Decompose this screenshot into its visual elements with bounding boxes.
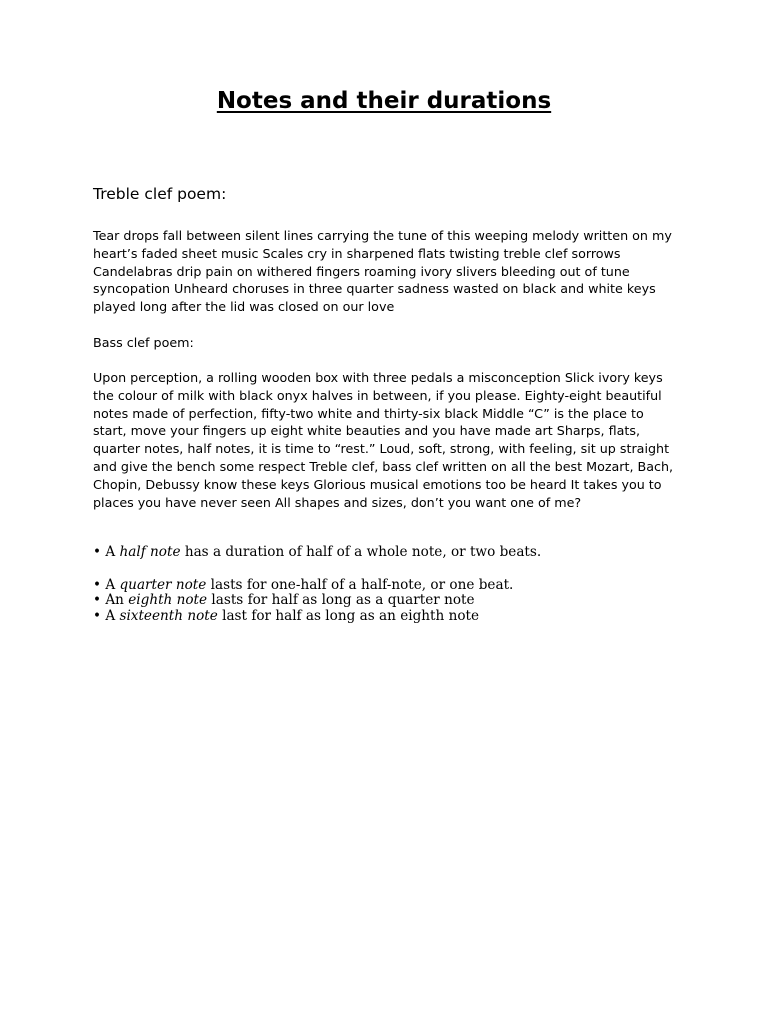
list-item-quarter-note (93, 578, 693, 593)
bass-clef-poem: Upon perception, a rolling wooden box with three pedals a misconception Slick ivory keys the colour of milk with black onyx halves in between, if you please. Eighty-eight beautiful notes made of perfection, fifty-two white and thirty-six black Middle “C” is the place to start, move your fingers up eight white beauties and you have made art Sharps, flats, quarter notes, half notes, it is time to “rest.” Loud, soft, strong, with feeling, sit up straight and give the bench some respect Treble clef, bass clef written on all the best Mozart, Bach, Chopin, Debussy know these keys Glorious musical emotions too be heard It takes you to places you have never seen All shapes and sizes, don’t you want one of me? (93, 370, 674, 510)
bullet-text: last for half as long as an eighth note (217, 607, 480, 624)
list-item-half-note (93, 545, 693, 560)
page-title: Notes and their durations (216, 88, 552, 114)
note-term: half note (119, 544, 181, 560)
bullet-prefix: • A (93, 544, 120, 560)
list-item-sixteenth-note (93, 609, 693, 624)
bullet-text: has a duration of half of a whole note, or two beats. (180, 544, 542, 560)
bass-clef-heading: Bass clef poem: (93, 335, 194, 350)
note-term: eighth note (128, 592, 208, 609)
list-item-eighth-note (93, 593, 693, 608)
bullet-prefix: • A (93, 577, 120, 593)
bullet-prefix: • A (93, 607, 120, 624)
treble-clef-poem: Tear drops fall between silent lines carrying the tune of this weeping melody written on my heart’s faded sheet music Scales cry in sharpened flats twisting treble clef sorrows Candelabras drip pain on withered fingers roaming ivory slivers bleeding out of tune syncopation Unheard choruses in three quarter sadness wasted on black and white keys played long after the lid was closed on our love (93, 228, 672, 315)
bullet-text: lasts for half as long as a quarter note (207, 592, 475, 609)
note-duration-list-2 (93, 578, 693, 624)
bullet-prefix: • An (93, 592, 129, 609)
treble-clef-heading: Treble clef poem: (93, 185, 227, 203)
note-term: sixteenth note (119, 607, 218, 624)
note-duration-list-1 (93, 545, 693, 560)
bullet-text: lasts for one-half of a half-note, or one beat. (206, 577, 514, 593)
note-term: quarter note (119, 577, 207, 593)
